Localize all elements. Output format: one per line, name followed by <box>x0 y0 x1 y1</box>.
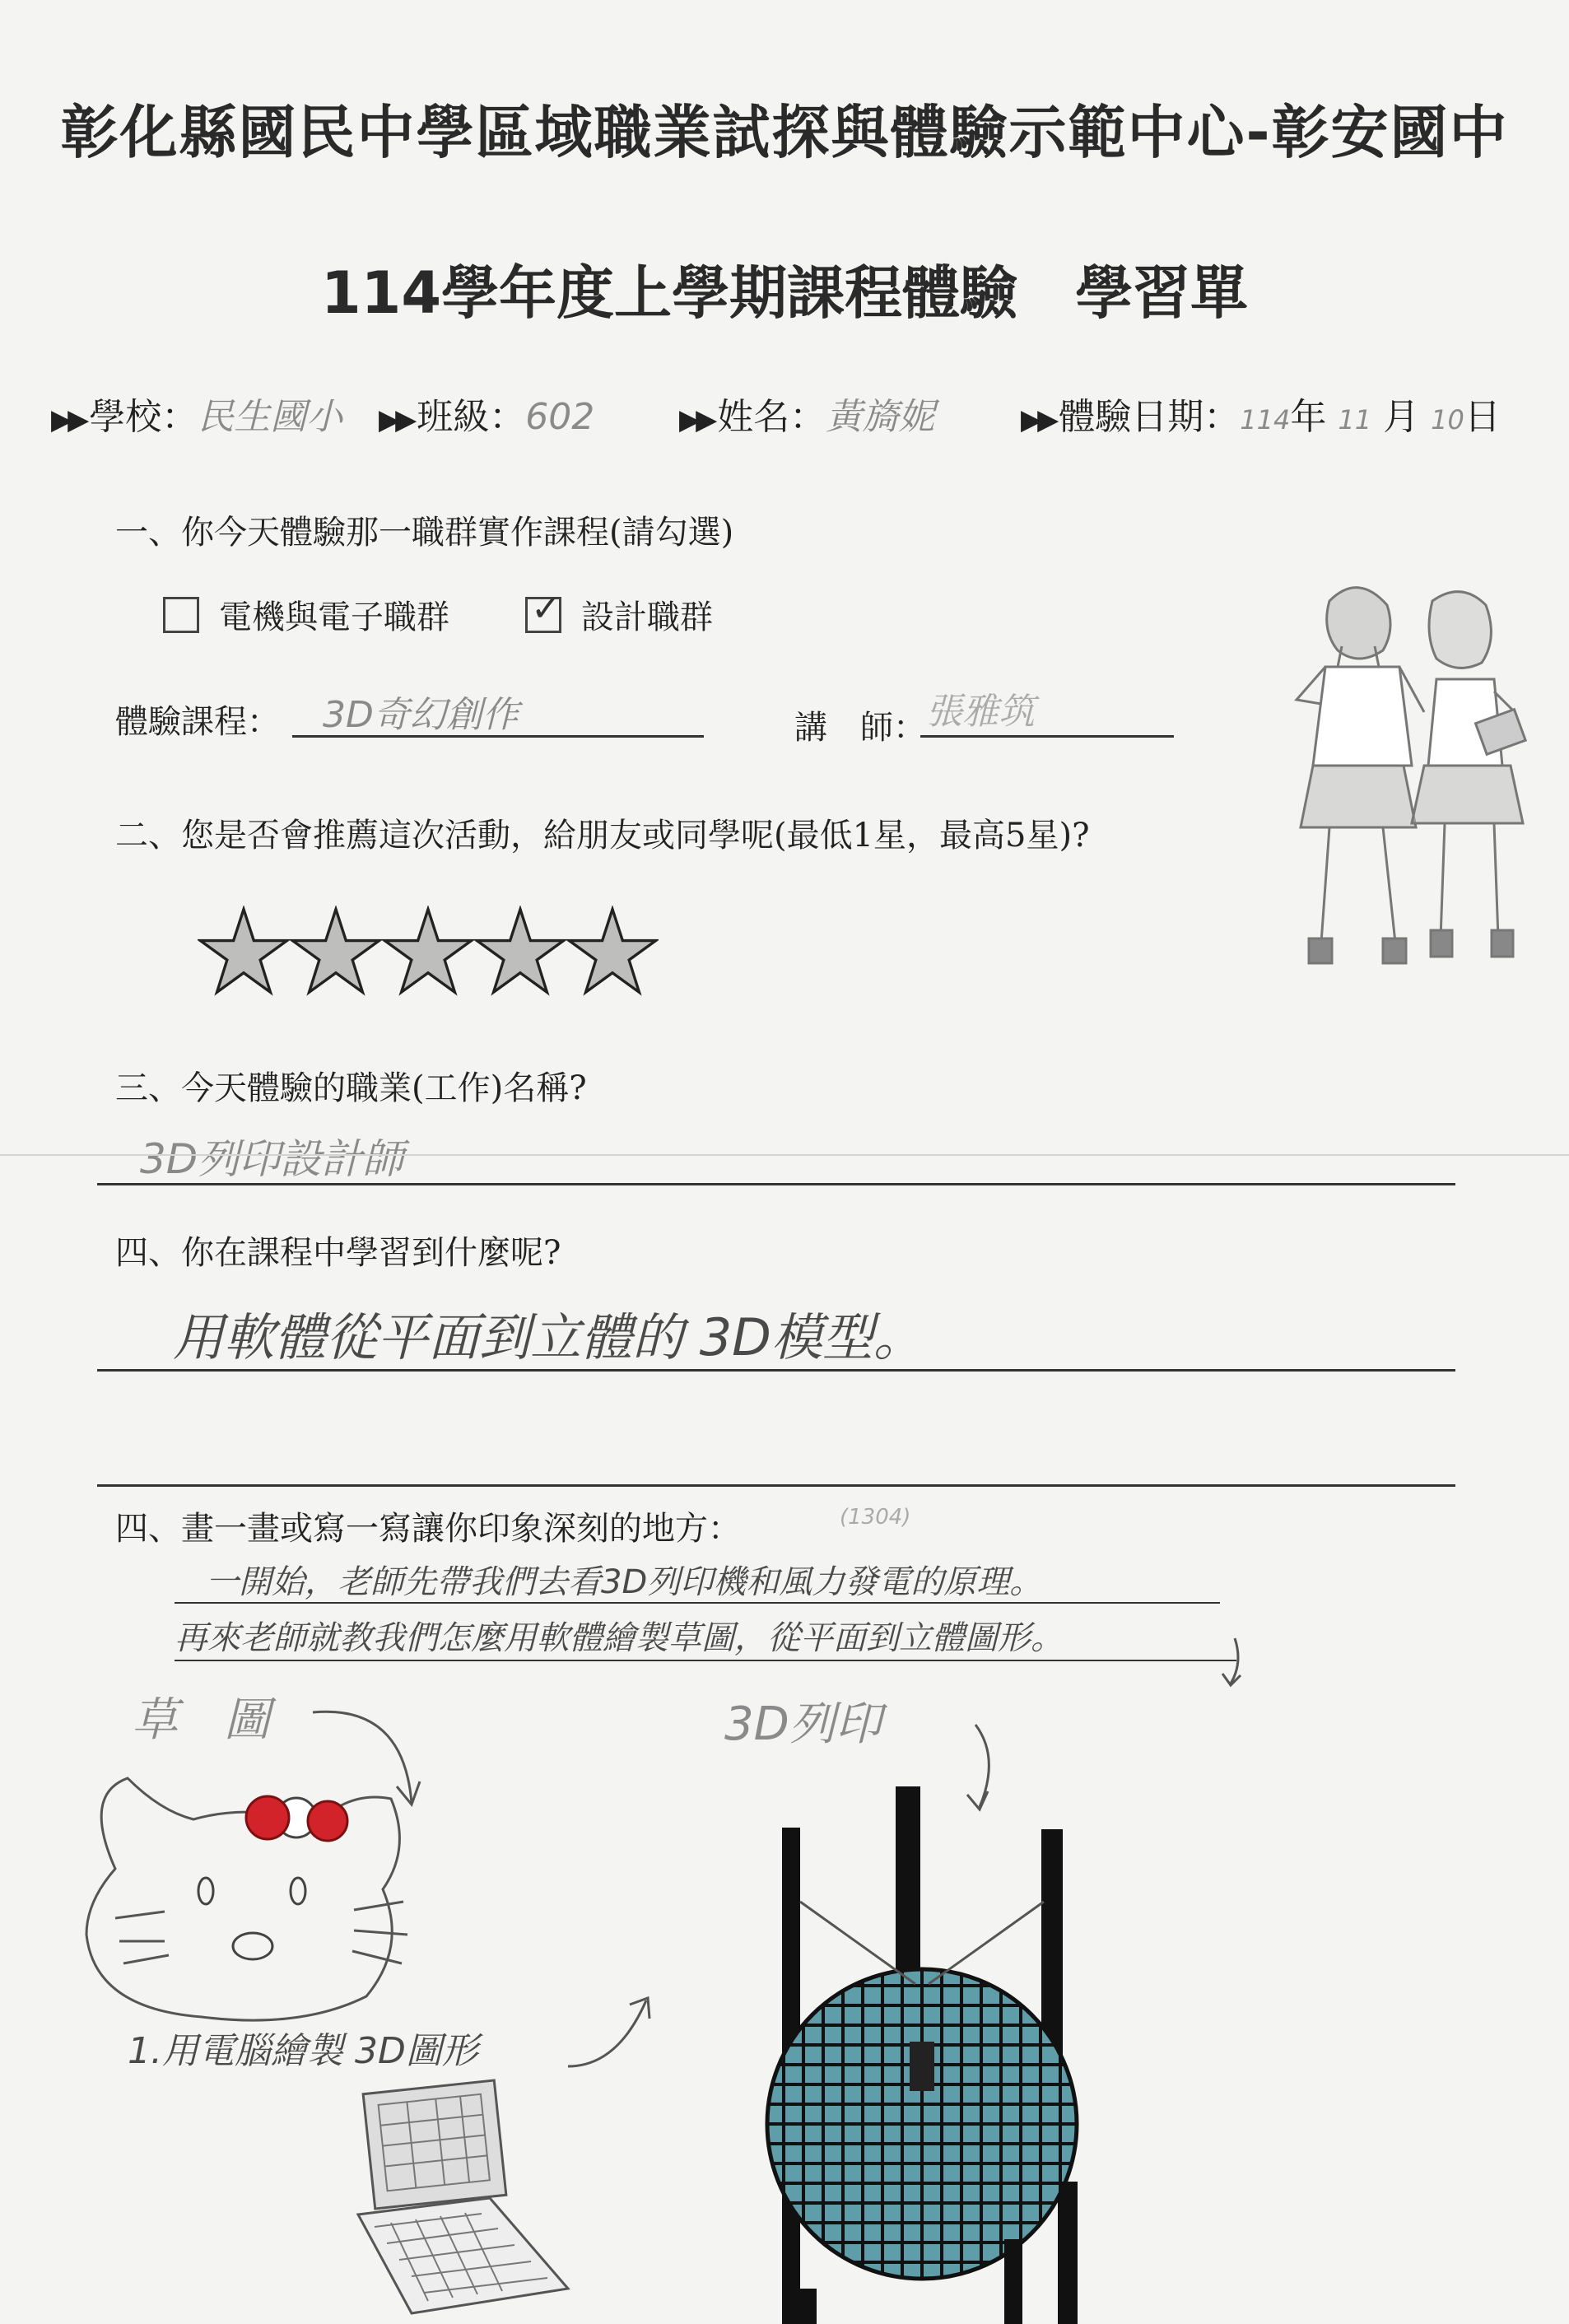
answer-4-line-2 <box>97 1484 1455 1487</box>
answer-5-underline-1 <box>175 1602 1220 1604</box>
answer-5-underline-2 <box>175 1660 1236 1661</box>
date-field <box>1021 387 1501 445</box>
star-icon[interactable] <box>198 906 290 998</box>
printer-drawing <box>757 1778 1120 2324</box>
teacher-underline <box>920 735 1174 738</box>
checkbox-icon[interactable] <box>525 588 561 633</box>
page-subtitle <box>0 247 1569 330</box>
computer-label: 1.用電腦繪製 3D圖形 <box>128 2030 478 2072</box>
answer-3: 3D列印設計師 <box>140 1135 404 1183</box>
name-value: 黃旖妮 <box>826 396 935 438</box>
question-5-note: (1304) <box>840 1505 911 1530</box>
teacher-value: 張雅筑 <box>926 691 1035 733</box>
class-value: 602 <box>525 396 595 438</box>
class-label: 班級： <box>417 396 526 438</box>
arrow-right-icon: ▶▶ <box>1021 403 1055 436</box>
option-design <box>525 588 713 638</box>
school-field <box>51 387 342 445</box>
answer-4-line-1 <box>97 1369 1455 1372</box>
question-2: 二、您是否會推薦這次活動，給朋友或同學呢(最低1星，最高5星)? <box>115 817 1090 855</box>
arrow-right-icon: ▶▶ <box>51 403 85 436</box>
star-rating[interactable] <box>198 906 659 1000</box>
question-1: 一、你今天體驗那一職群實作課程(請勾選) <box>115 514 734 552</box>
name-label: 姓名： <box>717 396 826 438</box>
printer-label: 3D列印 <box>724 1698 882 1751</box>
page-title: 彰化縣國民中學區域職業試探與體驗示範中心-彰安國中 <box>60 99 1509 166</box>
question-5: 四、畫一畫或寫一寫讓你印象深刻的地方： <box>115 1510 741 1548</box>
option-design-label: 設計職群 <box>581 598 713 636</box>
star-icon[interactable] <box>474 906 566 998</box>
arrow-curved-icon <box>1218 1634 1251 1692</box>
sketch-label: 草 圖 <box>132 1693 270 1747</box>
date-month: 11 <box>1338 404 1372 435</box>
school-label: 學校： <box>89 396 198 438</box>
school-value: 民生國小 <box>198 396 343 438</box>
teacher-label: 講 師： <box>794 709 926 747</box>
course-label: 體驗課程： <box>115 703 280 741</box>
name-field <box>679 387 934 445</box>
laptop-drawing <box>354 2075 576 2322</box>
arrow-right-icon: ▶▶ <box>379 403 412 436</box>
answer-4: 用軟體從平面到立體的 3D模型。 <box>173 1307 924 1367</box>
date-year: 114 <box>1240 404 1291 435</box>
star-icon[interactable] <box>382 906 474 998</box>
arrow-right-icon: ▶▶ <box>679 403 713 436</box>
question-3: 三、今天體驗的職業(工作)名稱? <box>115 1069 587 1107</box>
course-value: 3D奇幻創作 <box>323 694 519 736</box>
arrow-curved-icon <box>560 1992 659 2075</box>
answer-5-line-2: 再來老師就教我們怎麼用軟體繪製草圖，從平面到立體圖形。 <box>175 1619 1064 1657</box>
date-month-unit: 月 <box>1383 396 1420 438</box>
date-year-unit: 年 <box>1290 396 1327 438</box>
course-underline <box>292 735 704 738</box>
students-illustration <box>1259 568 1531 980</box>
fold-line <box>0 1154 1569 1156</box>
date-day-unit: 日 <box>1464 396 1501 438</box>
subtitle-sheet: 學習單 <box>1075 259 1249 327</box>
star-icon[interactable] <box>290 906 382 998</box>
option-electrical <box>163 591 449 638</box>
check-mark-icon: ✓ <box>531 588 561 630</box>
option-electrical-label: 電機與電子職群 <box>219 598 449 636</box>
class-field <box>379 387 594 445</box>
cat-sketch-drawing <box>82 1753 445 2025</box>
subtitle-term: 114學年度上學期課程體驗 <box>320 259 1018 327</box>
question-4: 四、你在課程中學習到什麼呢? <box>115 1234 561 1272</box>
star-icon[interactable] <box>566 906 659 998</box>
checkbox-icon[interactable] <box>163 597 199 633</box>
answer-3-line <box>97 1183 1455 1185</box>
answer-5-line-1: 一開始，老師先帶我們去看3D列印機和風力發電的原理。 <box>206 1563 1043 1601</box>
date-day: 10 <box>1431 404 1464 435</box>
date-label: 體驗日期： <box>1059 396 1241 438</box>
